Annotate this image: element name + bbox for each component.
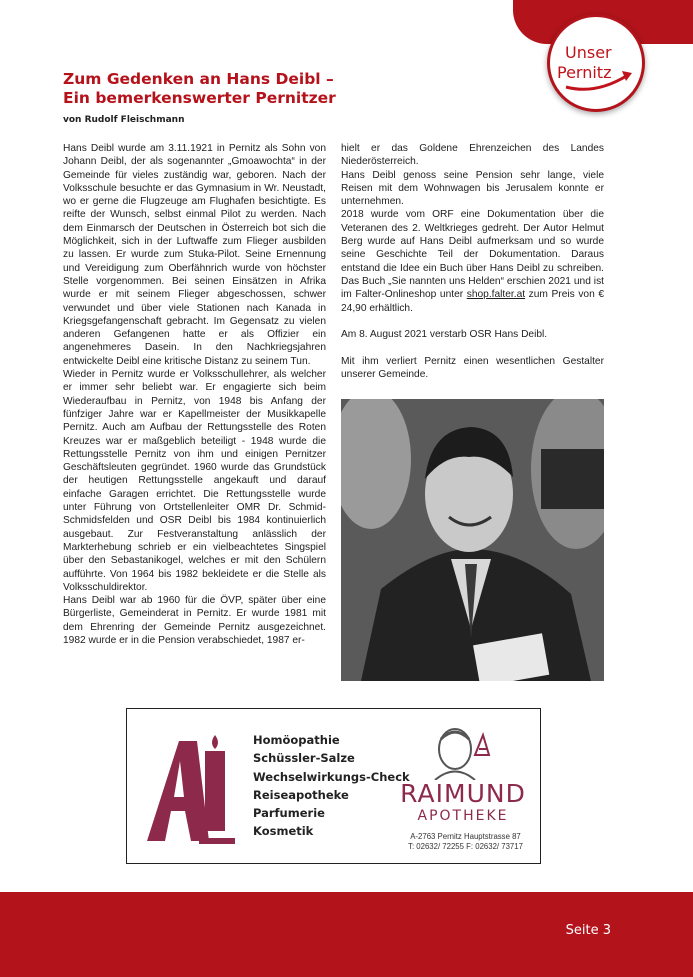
service-item: Schüssler-Salze xyxy=(253,751,355,766)
paragraph: Hans Deibl war ab 1960 für die ÖVP, später über eine Bürgerliste, Gemeinderat in Pernitz. Er wurde 1981 mit dem Ehrenring der Gemeinde Pernitz ausgezeichnet. 1982 wurde er in die Pension verabschiedet, 1987 er- xyxy=(63,595,326,646)
service-item: Homöopathie xyxy=(253,733,340,747)
paragraph: Hans Deibl genoss seine Pension sehr lange, viele Reisen mit dem Wohnwagen bis Jerusalem konnte er unternehmen. xyxy=(341,169,604,208)
service-item: Kosmetik xyxy=(253,824,314,839)
address-line: A-2763 Pernitz Hauptstrasse 87 xyxy=(410,832,521,841)
footer-red-bar xyxy=(0,892,693,977)
paragraph: hielt er das Goldene Ehrenzeichen des Landes Niederösterreich. xyxy=(341,143,604,168)
contact-line: T: 02632/ 72255 F: 02632/ 73717 xyxy=(408,842,523,851)
page-number: Seite 3 xyxy=(565,923,611,938)
pharmacy-address xyxy=(393,832,538,852)
paragraph: Wieder in Pernitz wurde er Volksschullehrer, als welcher er immer sehr beliebt war. Er engagierte sich beim Wiederaufbau in Pernitz, von 1948 bis Anfang der fünfziger Jahre war er Kapellmeister der Musikkapelle Pernitz. Auch am Aufbau der Rettungsstelle des Roten Kreuzes war er maßgeblich beteiligt - 1948 wurde die Rettungsstelle Pernitz von ihm und einigen Pernitzer Geschäftsleuten gegründet. 1960 wurde das Grundstück der heutigen Rettungsstelle angekauft und darauf einfache Garagen errichtet. Die Rettungsstelle wurde unter Führung von Ortstellenleiter OMR Dr. Schmid-Schmidsfelden und OSR Deibl bis 1984 kontinuierlich ausgebaut. Zur Festveranstaltung anlässlich der Markterhebung schrieb er ein vielbeachtetes Singspiel über den Sebastanikogel, welches er mit den Schülern aufführte. Von 1964 bis 1982 bekleidete er die Stelle als Volksschuldirektor. xyxy=(63,369,326,593)
raimund-portrait-icon xyxy=(427,725,497,780)
logo-word-unser: Unser xyxy=(565,43,612,62)
service-list xyxy=(253,731,410,841)
shop-link[interactable]: shop.falter.at xyxy=(466,289,526,301)
article-byline: von Rudolf Fleischmann xyxy=(63,115,185,125)
article-column-2 xyxy=(341,142,604,381)
paragraph-text: 2018 wurde vom ORF eine Dokumentation über die Veteranen des 2. Weltkrieges gedreht. Der Autor Helmut Berg wurde auf Hans Deibl aufmerksam und so wurde seine Geschichte Teil der Dokumentation. Daraus entstand die Idee ein Buch über Hans Deibl zu schreiben. Das Buch „Sie nannten uns Helden“ erschien 2021 und ist im Falter-Onlineshop unter xyxy=(341,209,604,301)
title-line-2: Ein bemerkenswerter Pernitzer xyxy=(63,89,336,107)
paragraph-text: zum Preis von € 24,90 erhältlich. xyxy=(341,289,605,314)
article-column-1 xyxy=(63,142,326,647)
unser-pernitz-logo xyxy=(547,14,645,112)
pharmacy-advertisement[interactable] xyxy=(126,708,541,864)
paragraph: Am 8. August 2021 verstarb OSR Hans Deibl. xyxy=(341,329,548,341)
title-line-1: Zum Gedenken an Hans Deibl – xyxy=(63,70,334,88)
service-item: Parfumerie xyxy=(253,806,325,821)
pharmacy-name: RAIMUND xyxy=(400,779,526,808)
logo-word-pernitz: Pernitz xyxy=(557,63,612,82)
pharmacy-subtitle: APOTHEKE xyxy=(417,808,509,824)
portrait-photo xyxy=(341,399,604,681)
paragraph xyxy=(341,208,604,314)
service-item: Wechselwirkungs-Check xyxy=(253,769,410,784)
paragraph: Hans Deibl wurde am 3.11.1921 in Pernitz als Sohn von Johann Deibl, der als sogenannter „Gmoawochta“ in der Gemeinde für vieles zuständig war, geboren. Nach der Volksschule besuchte er das Gymnasium in Wr. Neustadt, wo er gerne die Flugzeuge am Flughafen besichtigte. Es reifte der Wunsch, selbst einmal Pilot zu werden. Nach dem Einmarsch der Deutschen in Österreich bot sich die Möglichkeit, sich in der Luftwaffe zum Flieger ausbilden zu lassen. Er wurde zum Stuka-Pilot. Seine Ernennung und Vereidigung zum Oberfähnrich wurde von höchster Stelle vorgenommen. Bei seinen Einsätzen in Afrika wurde er mit seinem Flieger abgeschossen, schwer verwundet und über viele Stationen nach Kanada in Kriegsgefangenschaft gebracht. Im Gegensatz zu vielen anderen Gefangenen hatte er als Offizier ein angenehmeres Dasein. In den Nachkriegsjahren entwickelte Deibl eine kritische Distanz zu seinem Tun. xyxy=(63,143,326,367)
article-title xyxy=(63,70,363,108)
apotheke-a-logo-icon xyxy=(139,731,239,846)
portrait-illustration xyxy=(341,399,604,681)
service-item: Reiseapotheke xyxy=(253,787,349,802)
paragraph: Mit ihm verliert Pernitz einen wesentlichen Gestalter unserer Gemeinde. xyxy=(341,355,604,381)
